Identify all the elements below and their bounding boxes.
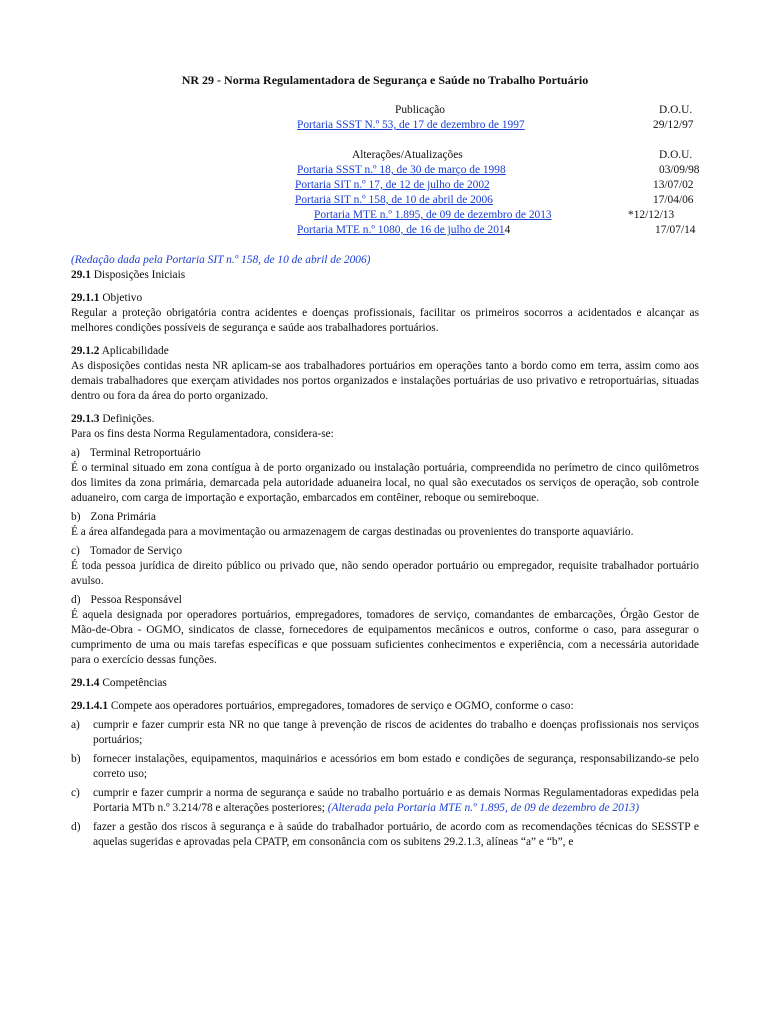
alterations-dou-label: D.O.U.	[659, 149, 693, 161]
section-heading	[71, 268, 699, 283]
publication-link[interactable]: Portaria SSST N.º 53, de 17 de dezembro de 1997	[297, 119, 525, 131]
definition-text: É toda pessoa jurídica de direito público ou privado que, não sendo operador portuário ou empregador, requisite trabalhador portuário avulso.	[71, 560, 699, 587]
section-text: Compete aos operadores portuários, empregadores, tomadores de serviço e OGMO, conforme o caso:	[108, 700, 574, 712]
section-number: 29.1.1	[71, 292, 100, 304]
alterations-label: Alterações/Atualizações	[352, 149, 463, 161]
list-item	[71, 820, 699, 850]
alteration-date: 17/04/06	[653, 194, 694, 206]
definition-term	[71, 510, 699, 525]
definition-text: É aquela designada por operadores portuários, empregadores, tomadores de serviço, comandantes de embarcações, Órgão Gestor de Mão-de-Obra - OGMO, sindicatos de classe, fornecedores de equipamentos mecânicos e outros, conforme o caso, para assegurar o cumprimento de uma ou mais tarefas específicas e que possuam suficientes conhecimentos e experiência, com a necessária autoridade para o exercício dessas funções.	[71, 609, 699, 666]
list-text: fornecer instalações, equipamentos, maquinários e acessórios em bom estado e condições de segurança, responsabilizando-se pelo correto uso;	[93, 753, 699, 780]
section-number: 29.1.4.1	[71, 700, 109, 712]
section-text: As disposições contidas nesta NR aplicam-se aos trabalhadores portuários em operações tanto a bordo como em terra, assim como aos demais trabalhadores que exerçam atividades nos portos organizados e instalações portuárias de uso privativo e retroportuárias, situadas dentro ou fora da área do porto organizado.	[71, 360, 699, 402]
alteration-link[interactable]: Portaria SIT n.º 17, de 12 de julho de 2002	[295, 179, 490, 191]
definition-term	[71, 544, 699, 559]
definition-term-label: Tomador de Serviço	[89, 545, 183, 557]
section-title: Disposições Iniciais	[90, 269, 186, 281]
dou-label: D.O.U.	[659, 104, 693, 116]
alteration-row	[297, 223, 510, 238]
amendment-note: (Alterada pela Portaria MTE n.º 1.895, de 09 de dezembro de 2013)	[327, 802, 640, 814]
alteration-date: *12/12/13	[628, 209, 675, 221]
section-heading	[71, 676, 699, 691]
definition-marker: c)	[71, 545, 80, 557]
section-text: Para os fins desta Norma Regulamentadora, considera-se:	[71, 428, 334, 440]
alteration-date: 17/07/14	[655, 224, 696, 236]
list-item	[71, 752, 699, 782]
list-marker: d)	[71, 821, 81, 833]
section-heading	[71, 344, 699, 359]
section-number: 29.1.4	[71, 677, 100, 689]
definition-term-label: Zona Primária	[90, 511, 156, 523]
redacao-note: (Redação dada pela Portaria SIT n.º 158, de 10 de abril de 2006)	[71, 254, 371, 266]
definition-text: É a área alfandegada para a movimentação ou armazenagem de cargas destinadas ou provenientes do transporte aquaviário.	[71, 526, 634, 538]
list-text-wrapper	[93, 786, 699, 816]
list-marker: b)	[71, 753, 81, 765]
section-number: 29.1.3	[71, 413, 100, 425]
definition-marker: a)	[71, 447, 80, 459]
list-item	[71, 786, 699, 816]
section-title: Competências	[99, 677, 167, 689]
section-title: Objetivo	[99, 292, 143, 304]
definition-text: É o terminal situado em zona contígua à de porto organizado ou instalação portuária, compreendida no perímetro de cinco quilômetros dos limites da zona primária, demarcada pela autoridade aduaneira local, no qual são executados os serviços de operação, sob controle aduaneiro, com carga de importação e exportação, embarcados em contêiner, reboque ou semireboque.	[71, 462, 699, 504]
definition-marker: b)	[71, 511, 81, 523]
list-text: fazer a gestão dos riscos à segurança e à saúde do trabalhador portuário, de acordo com as recomendações técnicas do SESSTP e aquelas sugeridas e aprovadas pela CPATP, em consonância com os subitens 29.2.1.3, alíneas “a” e “b”, e	[93, 821, 699, 848]
alteration-link[interactable]: Portaria MTE n.º 1080, de 16 de julho de 201	[297, 224, 505, 236]
definition-term-label: Pessoa Responsável	[90, 594, 182, 606]
definition-term-label: Terminal Retroportuário	[89, 447, 201, 459]
publication-label: Publicação	[395, 104, 445, 116]
section-title: Definições.	[99, 413, 155, 425]
definition-marker: d)	[71, 594, 81, 606]
list-item	[71, 718, 699, 748]
list-marker: a)	[71, 719, 80, 731]
alteration-date: 03/09/98	[659, 164, 700, 176]
section-number: 29.1	[71, 269, 91, 281]
section-text: Regular a proteção obrigatória contra acidentes e doenças profissionais, facilitar os primeiros socorros a acidentados e alcançar as melhores condições possíveis de segurança e saúde aos trabalhadores portuários.	[71, 307, 699, 334]
section-number: 29.1.2	[71, 345, 100, 357]
alteration-link[interactable]: Portaria SSST n.º 18, de 30 de março de 1998	[297, 164, 506, 176]
alteration-link-suffix: 4	[504, 224, 511, 236]
subsection-text	[71, 699, 699, 714]
list-text: cumprir e fazer cumprir a norma de segurança e saúde no trabalho portuário e as demais Normas Regulamentadoras expedidas pela Portaria MTb n.º 3.214/78 e alterações posteriores;	[93, 787, 699, 814]
alteration-date: 13/07/02	[653, 179, 694, 191]
document-title: NR 29 - Norma Regulamentadora de Segurança e Saúde no Trabalho Portuário	[181, 73, 589, 87]
alteration-link[interactable]: Portaria MTE n.º 1.895, de 09 de dezembro de 2013	[314, 209, 552, 221]
definition-term	[71, 593, 699, 608]
alteration-link[interactable]: Portaria SIT n.º 158, de 10 de abril de 2006	[295, 194, 493, 206]
document-body	[71, 253, 699, 850]
section-heading	[71, 291, 699, 306]
publication-date: 29/12/97	[653, 119, 694, 131]
definition-term	[71, 446, 699, 461]
list-marker: c)	[71, 787, 80, 799]
section-heading	[71, 412, 699, 427]
list-text: cumprir e fazer cumprir esta NR no que tange à prevenção de riscos de acidentes do trabalho e doenças profissionais nos serviços portuários;	[93, 719, 699, 746]
section-title: Aplicabilidade	[99, 345, 169, 357]
